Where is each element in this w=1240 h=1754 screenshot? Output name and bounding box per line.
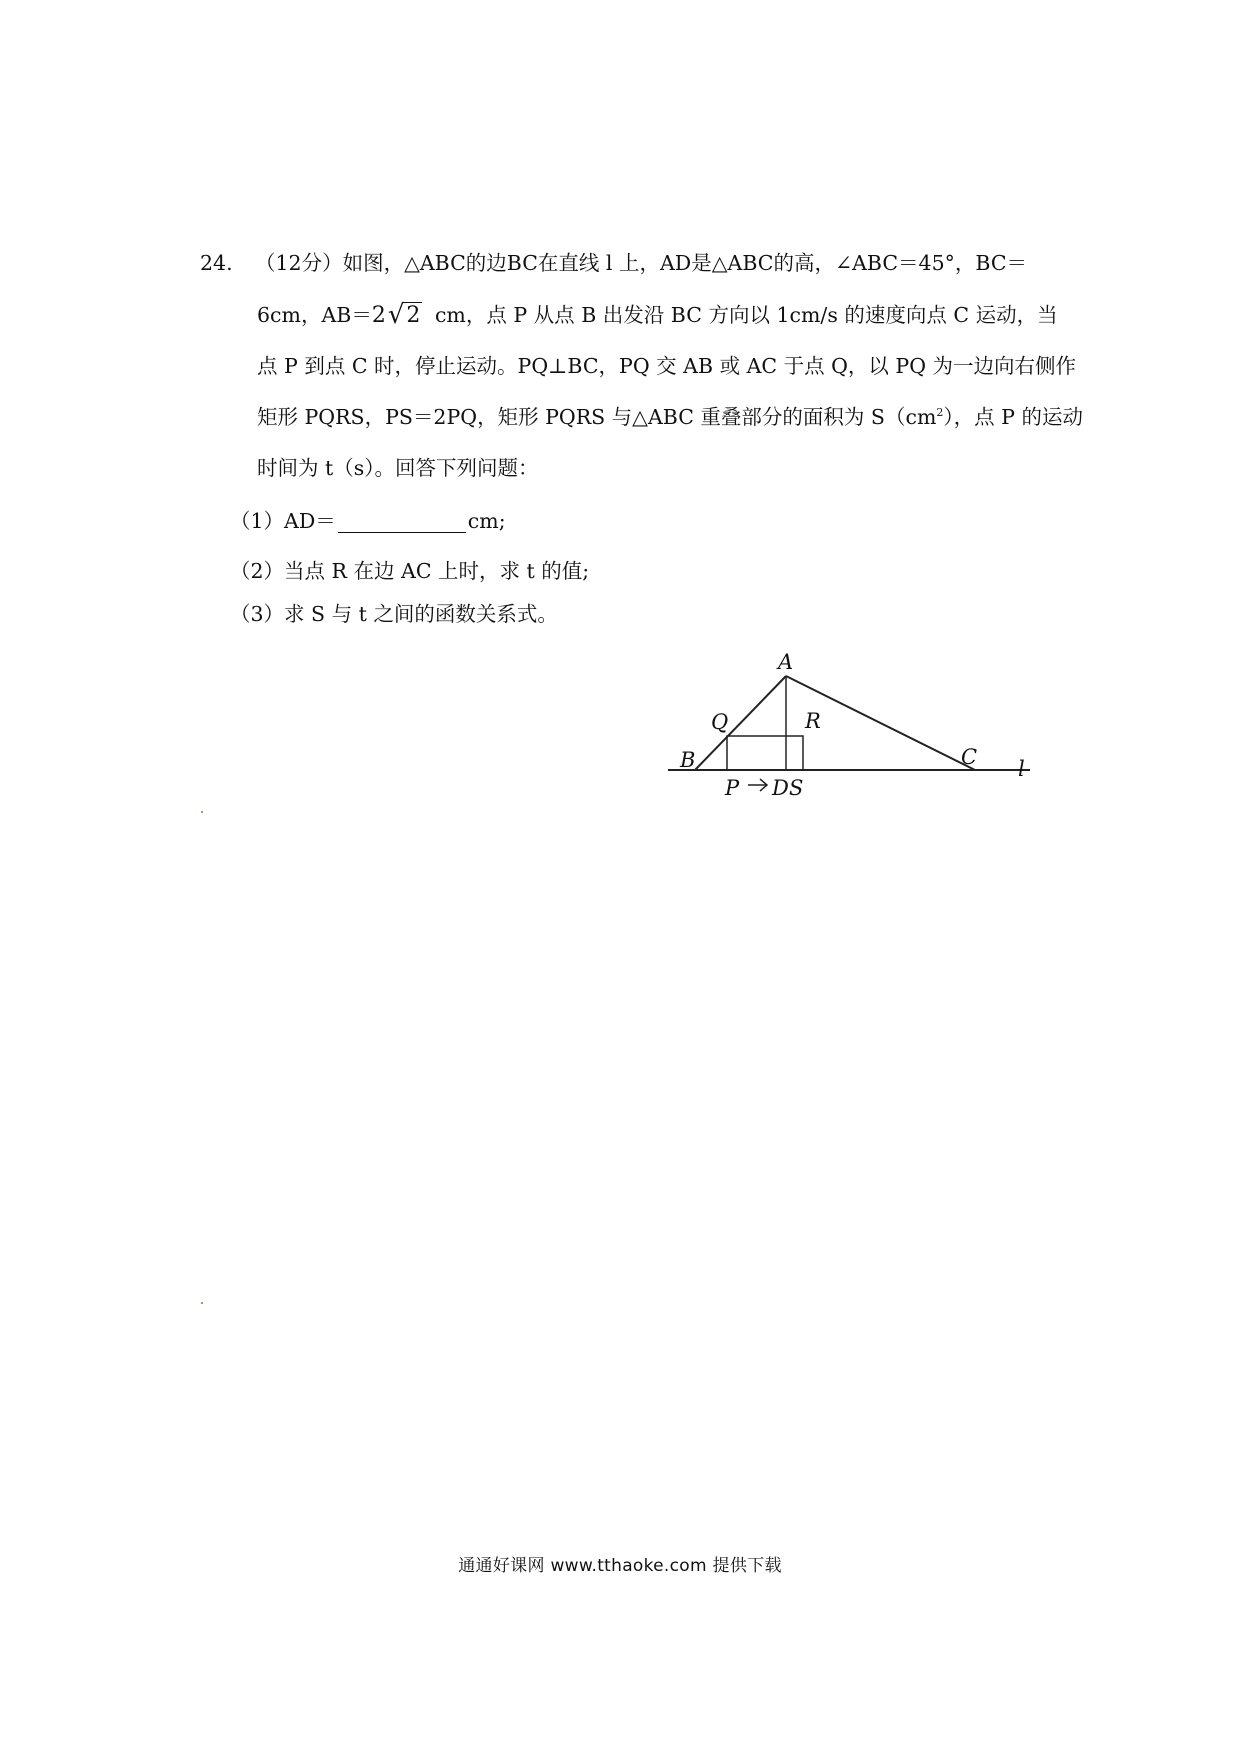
rectangle-pqrs: [727, 736, 803, 770]
label-p: P: [725, 776, 740, 800]
answer-blank[interactable]: [338, 510, 466, 533]
scan-speck: [201, 1302, 203, 1304]
problem-line-3: 点 P 到点 C 时，停止运动。PQ⊥BC，PQ 交 AB 或 AC 于点 Q，以 PQ 为一边向右侧作: [257, 354, 1077, 378]
footer-text: 通通好课网 www.tthaoke.com 提供下载: [458, 1556, 782, 1576]
problem-line-2-suffix: cm，点 P 从点 B 出发沿 BC 方向以 1cm/s 的速度向点 C 运动，当: [428, 303, 1058, 327]
part-2: （2）当点 R 在边 AC 上时，求 t 的值;: [230, 559, 590, 583]
label-r: R: [805, 709, 821, 733]
label-s: S: [789, 776, 804, 800]
part-1-prefix: （1）AD＝: [230, 509, 336, 533]
triangle-diagram: [660, 640, 1060, 820]
problem-line-5: 时间为 t（s）。回答下列问题：: [257, 456, 539, 480]
unit-superscript: 2: [936, 406, 944, 420]
geometry-figure: [660, 640, 1060, 824]
segment-ab: [695, 676, 786, 770]
label-b: B: [680, 748, 696, 772]
problem-line-1: （12分）如图，△ABC的边BC在直线 l 上，AD是△ABC的高，∠ABC＝45°，BC＝: [255, 251, 1028, 275]
label-c: C: [961, 745, 978, 769]
sqrt-expression: [388, 300, 423, 330]
part-3: （3）求 S 与 t 之间的函数关系式。: [230, 602, 558, 626]
sqrt-radicand: 2: [406, 303, 421, 328]
problem-line-2: [257, 300, 1058, 330]
label-d: D: [772, 776, 789, 800]
label-q: Q: [711, 710, 729, 734]
problem-line-2-prefix: 6cm，AB＝: [257, 303, 372, 327]
scan-speck: [201, 811, 203, 813]
problem-line-4: [257, 403, 1083, 431]
problem-line-4-suffix: ），点 P 的运动: [943, 405, 1083, 429]
label-l: l: [1018, 757, 1025, 781]
label-a: A: [778, 650, 794, 674]
part-1: [230, 507, 506, 535]
sqrt-coefficient: 2: [371, 303, 386, 328]
question-number: 24.: [200, 251, 233, 275]
problem-line-4-prefix: 矩形 PQRS，PS＝2PQ，矩形 PQRS 与△ABC 重叠部分的面积为 S（cm: [257, 405, 937, 429]
sqrt-icon: √: [387, 300, 405, 330]
part-1-suffix: cm;: [467, 509, 506, 533]
